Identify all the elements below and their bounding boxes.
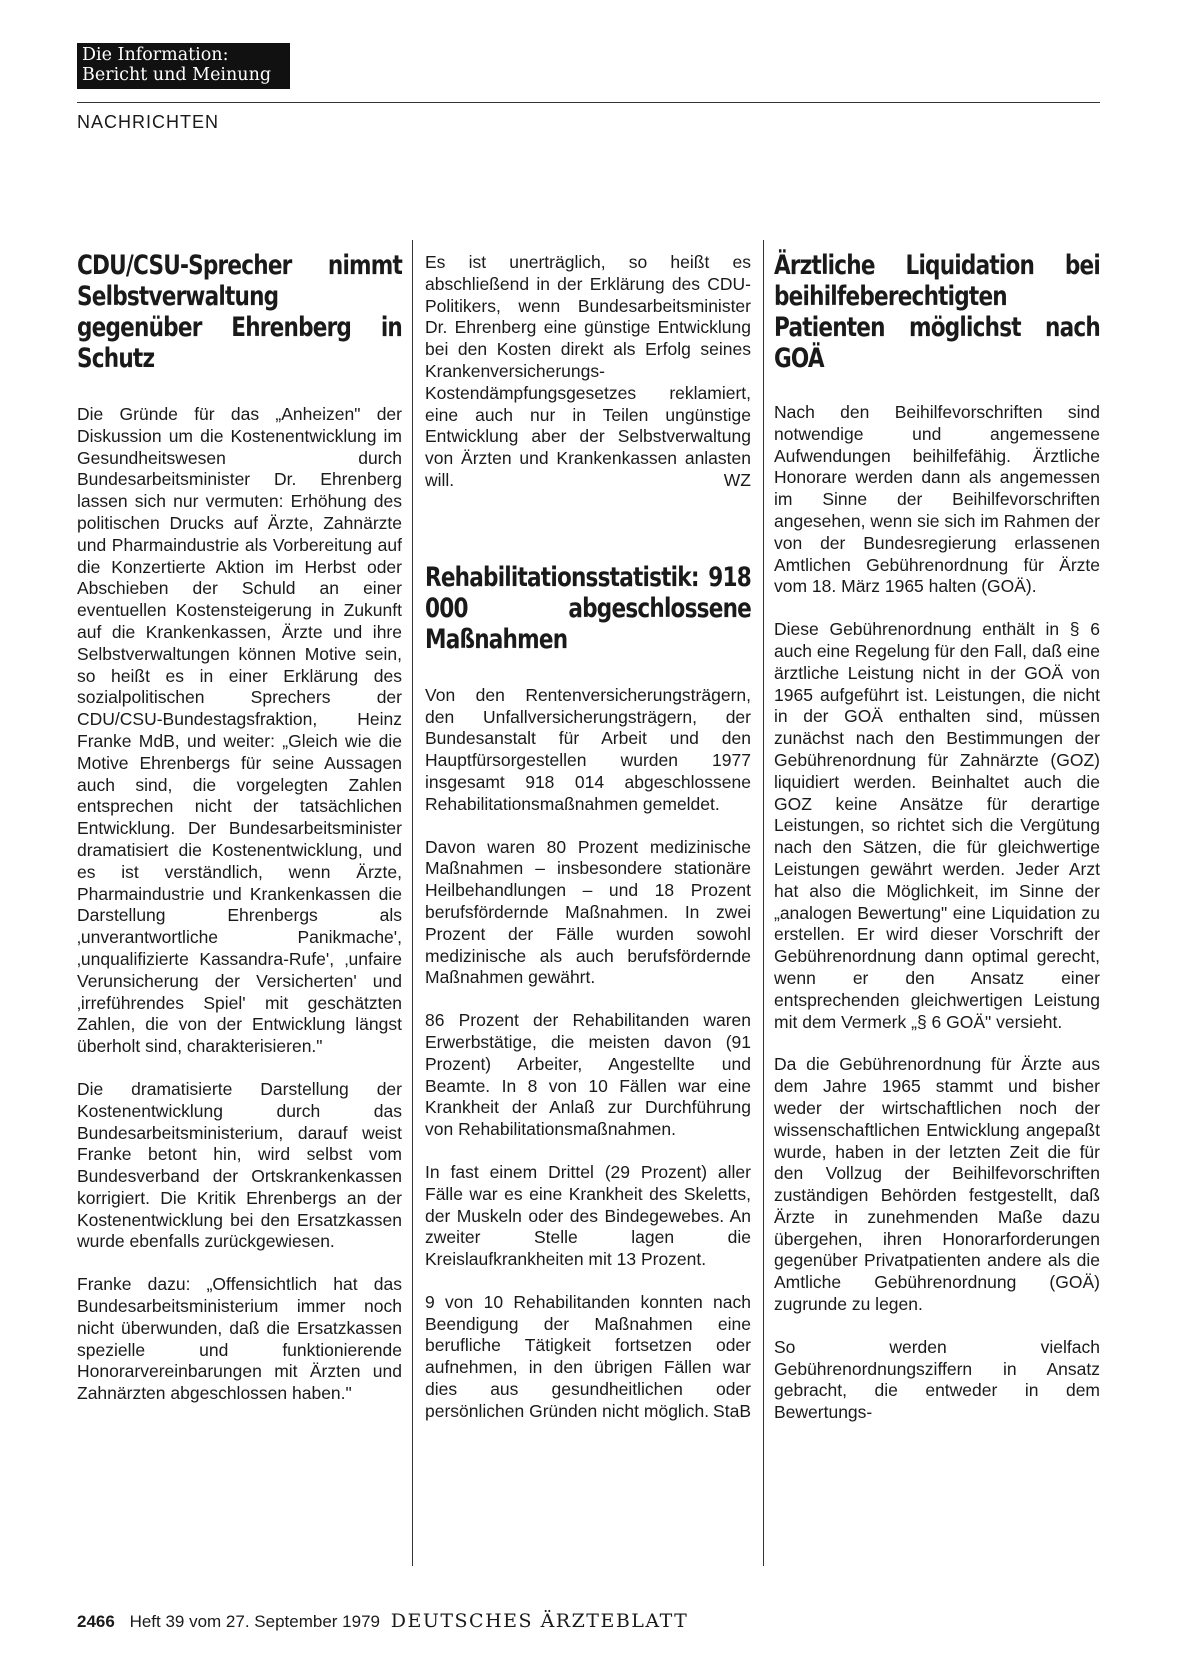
article-3-paragraph-1: Nach den Beihilfevorschriften sind notwendige und angemessene Aufwendungen beihilfefähig. Ärztliche Honorare werden dann als angemessen im Sinne der Beihilfevorschriften angesehen, wenn sie sich im Rahmen der von der Bundesregierung erlassenen Amtlichen Gebührenordnung für Ärzte vom 18. März 1965 halten (GOÄ). [774,402,1100,597]
article-3-paragraph-2: Diese Gebührenordnung enthält in § 6 auch eine Regelung für den Fall, daß eine ärztliche Leistung nicht in der GOÄ von 1965 aufgeführt ist. Leistungen, die nicht in der GOÄ enthalten sind, müssen zunächst nach den Bestimmungen der Gebührenordnung für Zahnärzte (GOZ) liquidiert werden. Beinhaltet auch die GOZ keine Ansätze für derartige Leistungen, so richtet sich die Vergütung nach den Sätzen, die für gleichwertige Leistungen gewährt werden. Jeder Arzt hat also die Möglichkeit, im Sinne der „analogen Bewertung" eine Liquidation zu erstellen. Er wird dieser Vorschrift der Gebührenordnung dann optimal gerecht, wenn er den Ansatz einer entsprechenden gleichwertigen Leistung mit dem Vermerk „§ 6 GOÄ" versieht. [774,619,1100,1032]
article-1-continuation [425,252,751,492]
badge-line-1: Die Information: [82,45,229,65]
article-3-paragraph-4: So werden vielfach Gebührenordnungsziffern in Ansatz gebracht, die entweder in dem Bewertungs- [774,1336,1100,1423]
column-1 [77,250,402,1426]
article-1-headline: CDU/CSU-Sprecher nimmt Selbstverwaltung gegenüber Ehrenberg in Schutz [77,250,402,374]
article-2-paragraph-3: 86 Prozent der Rehabilitanden waren Erwerbstätige, die meisten davon (91 Prozent) Arbeiter, Angestellte und Beamte. In 8 von 10 Fällen war eine Krankheit der Anlaß zur Durchführung von Rehabilitationsmaßnahmen. [425,1010,751,1140]
section-title: NACHRICHTEN [77,112,220,132]
header-rule [77,102,1100,103]
article-2-last-text: 9 von 10 Rehabilitanden konnten nach Beendigung der Maßnahmen eine berufliche Tätigkeit fortsetzen oder aufnehmen, in den übrigen Fällen war dies aus gesundheitlichen oder persönlichen Gründen nicht möglich. [425,1291,751,1421]
badge-line-2: Bericht und Meinung [82,65,272,85]
article-1-paragraph-2: Die dramatisierte Darstellung der Kostenentwicklung durch das Bundesarbeitsministerium, darauf weist Franke betont hin, wird selbst vom Bundesverband der Ortskrankenkassen korrigiert. Die Kritik Ehrenbergs an der Kostenentwicklung bei den Ersatzkassen wurde ebenfalls zurückgewiesen. [77,1078,402,1252]
article-2-author: StaB [713,1400,751,1421]
article-2-paragraph-4: In fast einem Drittel (29 Prozent) aller Fälle war es eine Krankheit des Skeletts, der Muskeln oder des Bindegewebes. An zweiter Stelle lagen die Kreislaufkrankheiten mit 13 Prozent. [425,1161,751,1270]
article-1-paragraph-3: Franke dazu: „Offensichtlich hat das Bundesarbeitsministerium immer noch nicht überwunden, daß die Ersatzkassen spezielle und funktionierende Honorarvereinbarungen mit Ärzten und Zahnärzten abgeschlossen haben." [77,1274,402,1404]
article-1-author: WZ [723,469,751,490]
section-badge [77,43,290,89]
article-3-headline: Ärztliche Liquidation bei beihilfeberechtigten Patienten möglichst nach GOÄ [774,250,1100,374]
page-footer [77,1610,688,1632]
article-2-headline: Rehabilitationsstatistik: 918 000 abgeschlossene Maßnahmen [425,561,751,655]
article-2-paragraph-1: Von den Rentenversicherungsträgern, den Unfallversicherungsträgern, der Bundesanstalt für Arbeit und den Hauptfürsorgestellen wurden 1977 insgesamt 918 014 abgeschlossene Rehabilitationsmaßnahmen gemeldet. [425,684,751,814]
column-2 [425,252,751,1444]
column-divider-1 [412,240,413,1566]
article-3-paragraph-3: Da die Gebührenordnung für Ärzte aus dem Jahre 1965 stammt und bisher weder der wirtschaftlichen noch der wissenschaftlichen Entwicklung angepaßt wurde, haben in der letzten Zeit die für den Vollzug der Beihilfevorschriften zuständigen Behörden festgestellt, daß Ärzte in zunehmenden Maße dazu übergehen, ihren Honorarforderungen gegenüber Privatpatienten andere als die Amtliche Gebührenordnung (GOÄ) zugrunde zu legen. [774,1054,1100,1315]
article-2-paragraph-5 [425,1292,751,1423]
article-1-continuation-text: Es ist unerträglich, so heißt es abschließend in der Erklärung des CDU-Politikers, wenn Bundesarbeitsminister Dr. Ehrenberg eine günstige Entwicklung bei den Kosten direkt als Erfolg seines Krankenversicherungs-Kostendämpfungsgesetzes reklamiert, eine auch nur in Teilen ungünstige Entwicklung aber der Selbstverwaltung von Ärzten und Krankenkassen anlasten will. [425,252,751,490]
issue-info: Heft 39 vom 27. September 1979 [129,1612,380,1631]
page-number: 2466 [77,1612,115,1631]
column-divider-2 [763,240,764,1566]
article-1-paragraph-1: Die Gründe für das „Anheizen" der Diskussion um die Kostenentwicklung im Gesundheitswesen durch Bundesarbeitsminister Dr. Ehrenberg lassen sich nur vermuten: Erhöhung des politischen Drucks auf Ärzte, Zahnärzte und Pharmaindustrie als Vorbereitung auf die Konzertierte Aktion im Herbst oder Abschieben der Schuld an einer eventuellen Kostensteigerung in Zukunft auf die Krankenkassen, Ärzte und ihre Selbstverwaltungen können Motive sein, so heißt es in einer Erklärung des sozialpolitischen Sprechers der CDU/CSU-Bundestagsfraktion, Heinz Franke MdB, und weiter: „Gleich wie die Motive Ehrenbergs für seine Aussagen auch sind, die vorgelegten Zahlen entsprechen nicht der tatsächlichen Entwicklung. Der Bundesarbeitsminister dramatisiert die Kostenentwicklung, und es ist verständlich, wenn Ärzte, Pharmaindustrie und Krankenkassen die Darstellung Ehrenbergs als ‚unverantwortliche Panikmache', ‚unqualifizierte Kassandra-Rufe', ‚unfaire Verunsicherung der Versicherten' und ‚irreführendes Spiel' mit geschätzten Zahlen, die von der Entwicklung längst überholt sind, charakterisieren." [77,404,402,1057]
article-2-paragraph-2: Davon waren 80 Prozent medizinische Maßnahmen – insbesondere stationäre Heilbehandlungen – und 18 Prozent berufsfördernde Maßnahmen. In zwei Prozent der Fälle wurden sowohl medizinische als auch berufsfördernde Maßnahmen gewährt. [425,836,751,988]
magazine-name: DEUTSCHES ÄRZTEBLATT [390,1610,689,1632]
column-3 [774,250,1100,1445]
